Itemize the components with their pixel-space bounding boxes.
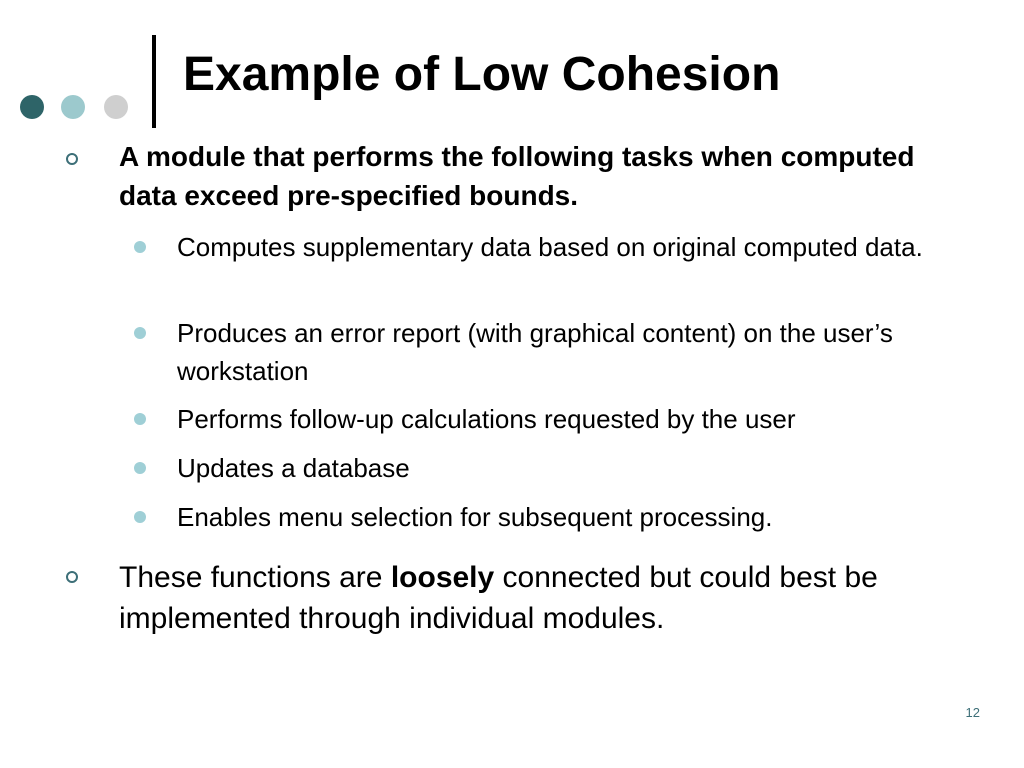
sub-bullet-dot-icon: [134, 413, 146, 425]
sub-bullet-1-text: Computes supplementary data based on original computed data.: [177, 232, 923, 262]
bullet-2-text: [119, 557, 959, 639]
sub-bullet-dot-icon: [134, 462, 146, 474]
bullet-ring-icon: [66, 153, 78, 165]
title-divider: [152, 35, 156, 128]
sub-bullet-4-text: Updates a database: [177, 453, 410, 483]
sub-bullet-dot-icon: [134, 327, 146, 339]
decorative-dot-light: [61, 95, 85, 119]
sub-bullet-dot-icon: [134, 511, 146, 523]
sub-bullet-3-text: Performs follow-up calculations requested by the user: [177, 404, 796, 434]
bullet-2-text-before: These functions are: [119, 561, 391, 594]
bullet-2-text-after: connected but could best be implemented through individual modules.: [119, 561, 878, 635]
decorative-dot-grey: [104, 95, 128, 119]
sub-bullet-dot-icon: [134, 241, 146, 253]
sub-bullet-5-text: Enables menu selection for subsequent processing.: [177, 502, 773, 532]
slide-title: Example of Low Cohesion: [183, 48, 781, 101]
bullet-1-text: A module that performs the following tasks when computed data exceed pre-specified bounds.: [119, 141, 915, 211]
decorative-dot-dark: [20, 95, 44, 119]
page-number: 12: [965, 705, 980, 720]
bullet-ring-icon: [66, 571, 78, 583]
bullet-2-emphasis: loosely: [390, 561, 495, 594]
sub-bullet-2-text: Produces an error report (with graphical content) on the user’s workstation: [177, 318, 893, 386]
